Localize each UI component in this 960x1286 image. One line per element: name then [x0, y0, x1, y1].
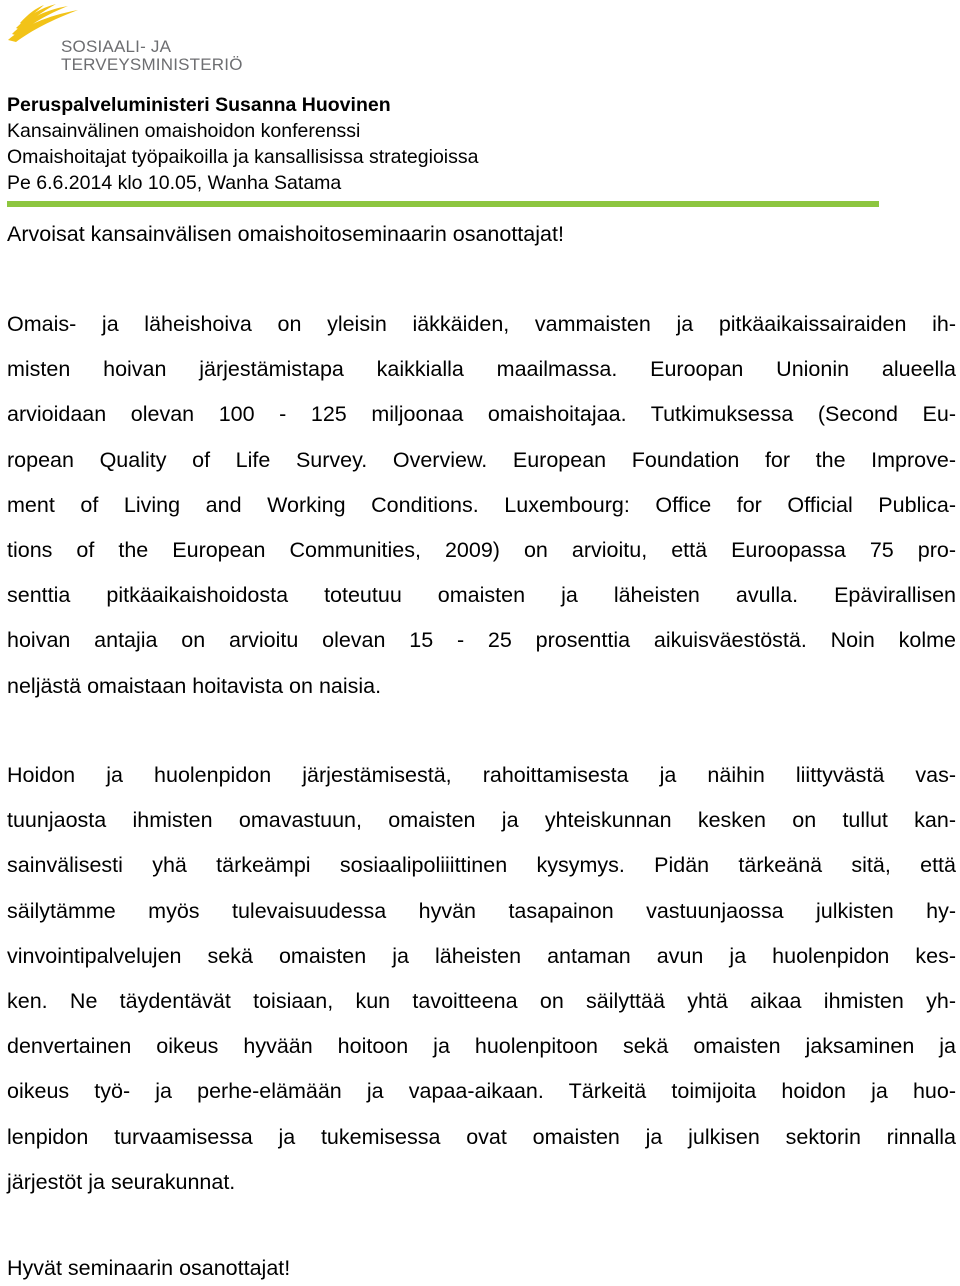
text-line: sainvälisesti yhä tärkeämpi sosiaalipoliiittinen kysymys. Pidän tärkeänä sitä, että — [7, 853, 956, 878]
text-line: hoivan antajia on arvioitu olevan 15 - 25 prosenttia aikuisväestöstä. Noin kolme — [7, 628, 956, 653]
document-header — [7, 92, 478, 196]
text-line: Omais- ja läheishoiva on yleisin iäkkäiden, vammaisten ja pitkäaikaissairaiden ih- — [7, 312, 956, 336]
conference-name: Kansainvälinen omaishoidon konferenssi — [7, 120, 361, 142]
text-line: järjestöt ja seurakunnat. — [7, 1169, 236, 1194]
text-line: misten hoivan järjestämistapa kaikkialla maailmassa. Euroopan Unionin alueella — [7, 357, 956, 382]
speaker-title: Peruspalveluministeri Susanna Huovinen — [7, 94, 391, 116]
paragraph-2 — [7, 753, 956, 1205]
greeting: Arvoisat kansainvälisen omaishoitoseminaarin osanottajat! — [7, 222, 564, 246]
logo-wordmark — [61, 38, 243, 74]
text-line: senttia pitkäaikaishoidosta toteutuu omaisten ja läheisten avulla. Epävirallisen — [7, 583, 956, 608]
logo-line-2: TERVEYSMINISTERIÖ — [61, 55, 243, 74]
text-line: lenpidon turvaamisessa ja tukemisessa ovat omaisten ja julkisen sektorin rinnalla — [7, 1124, 956, 1149]
text-line: arvioidaan olevan 100 - 125 miljoonaa omaishoitajaa. Tutkimuksessa (Second Eu- — [7, 402, 956, 427]
text-line: vinvointipalvelujen sekä omaisten ja läheisten antaman avun ja huolenpidon kes- — [7, 943, 956, 968]
text-line: säilytämme myös tulevaisuudessa hyvän tasapainon vastuunjaossa julkisten hy- — [7, 898, 956, 923]
text-line: ken. Ne täydentävät toisiaan, kun tavoitteena on säilyttää yhtä aikaa ihmisten yh- — [7, 988, 956, 1013]
text-line: neljästä omaistaan hoitavista on naisia. — [7, 673, 382, 698]
text-line: ropean Quality of Life Survey. Overview. European Foundation for the Improve- — [7, 447, 956, 472]
text-line: tions of the European Communities, 2009) on arvioitu, että Euroopassa 75 pro- — [7, 537, 956, 562]
logo-line-1: SOSIAALI- JA — [61, 37, 172, 56]
text-line: tuunjaosta ihmisten omavastuun, omaisten ja yhteiskunnan kesken on tullut kan- — [7, 808, 956, 833]
text-line: denvertainen oikeus hyvään hoitoon ja huolenpitoon sekä omaisten jaksaminen ja — [7, 1034, 956, 1059]
date-location: Pe 6.6.2014 klo 10.05, Wanha Satama — [7, 172, 342, 194]
paragraph-1 — [7, 302, 956, 709]
closing-greeting: Hyvät seminaarin osanottajat! — [7, 1256, 291, 1280]
session-name: Omaishoitajat työpaikoilla ja kansallisissa strategioissa — [7, 146, 479, 168]
header-divider — [7, 201, 879, 207]
text-line: ment of Living and Working Conditions. Luxembourg: Office for Official Publica- — [7, 492, 956, 517]
text-line: Hoidon ja huolenpidon järjestämisestä, rahoittamisesta ja näihin liittyvästä vas- — [7, 763, 956, 787]
text-line: oikeus työ- ja perhe-elämään ja vapaa-aikaan. Tärkeitä toimijoita hoidon ja huo- — [7, 1079, 956, 1104]
ministry-logo — [6, 4, 246, 76]
